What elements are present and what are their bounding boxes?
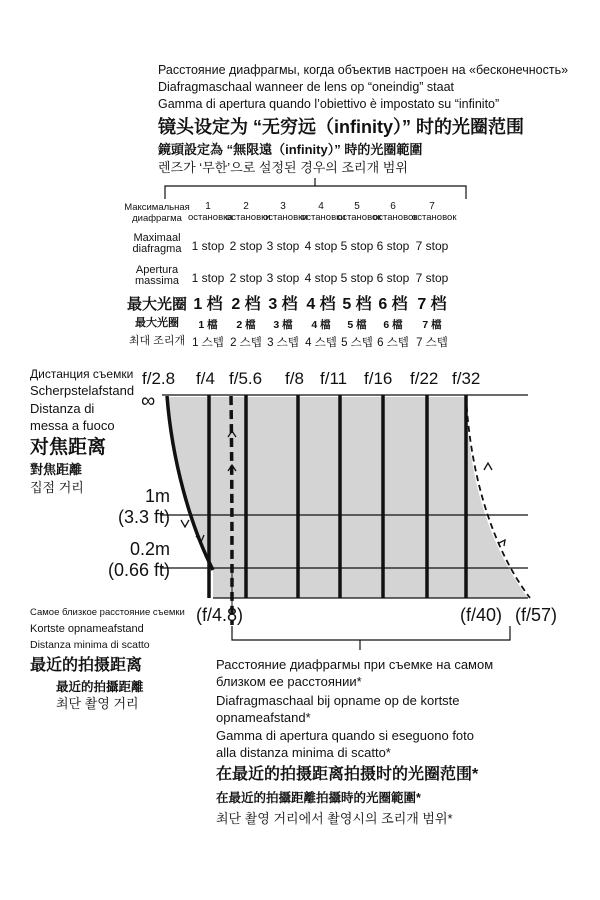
- closest-label-zh-t: 最近的拍攝距離: [56, 680, 144, 694]
- closest-label-it: Distanza minima di scatto: [30, 639, 150, 651]
- stop-1-it: 1 stop: [191, 271, 225, 285]
- infinity-mark: ∞: [141, 390, 156, 412]
- bottom-caption-it-1: Gamma di apertura quando si eseguono foto: [216, 728, 475, 743]
- row-label-ko: 최대 조리개: [128, 335, 186, 347]
- stop-6-zh-t: 6 檔: [383, 319, 403, 331]
- stop-5-zh-s: 5 档: [342, 296, 372, 313]
- stop-2-ru: остановки: [226, 212, 271, 223]
- focus-label-it-2: messa a fuoco: [30, 418, 115, 433]
- stop-1-zh-t: 1 檔: [198, 319, 218, 331]
- stop-4-ko: 4 스텝: [305, 337, 337, 349]
- stop-7-zh-s: 7 档: [417, 296, 447, 313]
- min-aperture-f57: (f/57): [515, 605, 558, 625]
- stop-1-zh-s: 1 档: [193, 296, 223, 313]
- stop-4-num: 4: [318, 201, 324, 212]
- stop-3-zh-t: 3 檔: [273, 319, 293, 331]
- aperture-label-f2-8: f/2.8: [142, 369, 176, 388]
- stop-3-ru: остановки: [263, 212, 308, 223]
- min-aperture-f40: (f/40): [460, 605, 503, 625]
- bottom-caption-zh-s: 在最近的拍摄距离拍摄时的光圈范围*: [216, 766, 479, 783]
- stop-6-zh-s: 6 档: [378, 296, 408, 313]
- stop-5-it: 5 stop: [340, 271, 374, 285]
- stop-5-zh-t: 5 檔: [347, 319, 367, 331]
- stop-5-ko: 5 스텝: [341, 337, 373, 349]
- stop-4-ru: остановки: [301, 212, 346, 223]
- closest-label-zh-s: 最近的拍摄距离: [30, 657, 143, 674]
- row-label-nl: Maximaal diafragma: [132, 232, 182, 255]
- bottom-caption-ko: 최단 촬영 거리에서 촬영시의 조리개 범위*: [216, 811, 453, 826]
- stop-6-it: 6 stop: [376, 271, 410, 285]
- focus-label-zh-s: 对焦距离: [30, 437, 107, 458]
- closest-label-ko: 최단 촬영 거리: [56, 696, 139, 711]
- bottom-caption-ru-2: близком ее расстоянии*: [216, 674, 362, 689]
- bottom-caption-nl-1: Diafragmaschaal bij opname op de kortste: [216, 693, 460, 708]
- stop-5-num: 5: [354, 201, 360, 212]
- aperture-label-f5-6: f/5.6: [229, 369, 263, 388]
- stop-2-zh-s: 2 档: [231, 296, 261, 313]
- aperture-label-f16: f/16: [364, 369, 393, 388]
- stop-7-ko: 7 스텝: [416, 337, 448, 349]
- bottom-caption-it-2: alla distanza minima di scatto*: [216, 745, 391, 760]
- closest-label-ru: Самое близкое расстояние съемки: [30, 607, 185, 618]
- focus-label-ru: Дистанция съемки: [30, 367, 134, 381]
- stop-7-num: 7: [429, 201, 435, 212]
- row-label-ru: Максимальная диафрагма: [124, 202, 190, 224]
- stop-3-ko: 3 스텝: [267, 337, 299, 349]
- stop-2-num: 2: [243, 201, 249, 212]
- bottom-caption-ru-1: Расстояние диафрагмы при съемке на самом: [216, 657, 494, 672]
- row-label-zh-s: 最大光圈: [126, 296, 187, 313]
- stop-6-nl: 6 stop: [376, 239, 410, 253]
- stop-7-nl: 7 stop: [415, 239, 449, 253]
- stop-1-num: 1: [205, 201, 211, 212]
- stop-1-nl: 1 stop: [191, 239, 225, 253]
- bottom-caption-nl-2: opnameafstand*: [216, 710, 311, 725]
- stop-6-ru: остановок: [373, 212, 418, 223]
- focus-label-zh-t: 對焦距離: [30, 462, 83, 477]
- stop-6-num: 6: [390, 201, 396, 212]
- aperture-label-f11: f/11: [320, 369, 348, 388]
- stop-3-num: 3: [280, 201, 286, 212]
- stop-5-nl: 5 stop: [340, 239, 374, 253]
- top-caption-nl: Diafragmaschaal wanneer de lens op “oneindig” staat: [158, 80, 455, 94]
- distance-0-66ft: (0.66 ft): [107, 560, 170, 580]
- stop-4-zh-t: 4 檔: [311, 319, 331, 331]
- min-aperture-f4-8: (f/4.8): [196, 605, 244, 625]
- top-caption-zh-s: 镜头设定为 “无穷远（infinity）” 时的光圈范围: [158, 117, 524, 137]
- top-caption-zh-t: 鏡頭設定為 “無限遠（infinity）” 時的光圈範圍: [158, 142, 423, 157]
- top-caption-it: Gamma di apertura quando l’obiettivo è impostato su “infinito”: [158, 97, 500, 111]
- distance-3-3ft: (3.3 ft): [117, 507, 170, 527]
- stop-3-it: 3 stop: [266, 271, 300, 285]
- stop-3-nl: 3 stop: [266, 239, 300, 253]
- top-caption-ru: Расстояние диафрагмы, когда объектив настроен на «бесконечность»: [158, 63, 569, 77]
- stop-2-nl: 2 stop: [229, 239, 263, 253]
- stop-2-it: 2 stop: [229, 271, 263, 285]
- stop-4-nl: 4 stop: [304, 239, 338, 253]
- distance-0-2m: 0.2m: [129, 539, 170, 559]
- stop-7-ru: остановок: [412, 212, 457, 223]
- aperture-label-f32: f/32: [452, 369, 481, 388]
- distance-1m: 1m: [144, 486, 170, 506]
- focus-label-nl: Scherpstelafstand: [30, 383, 135, 398]
- stop-1-ko: 1 스텝: [192, 337, 224, 349]
- aperture-label-f22: f/22: [410, 369, 439, 388]
- focus-label-it-1: Distanza di: [30, 401, 95, 416]
- stop-7-it: 7 stop: [415, 271, 449, 285]
- stop-2-zh-t: 2 檔: [236, 319, 256, 331]
- row-label-zh-t: 最大光圈: [135, 317, 179, 329]
- stop-3-zh-s: 3 档: [268, 296, 298, 313]
- stop-4-it: 4 stop: [304, 271, 338, 285]
- top-caption-ko: 렌즈가 ‘무한’으로 설정된 경우의 조리개 범위: [158, 160, 408, 175]
- stop-2-ko: 2 스텝: [230, 337, 262, 349]
- bottom-caption-zh-t: 在最近的拍攝距離拍攝時的光圈範圍*: [216, 791, 421, 805]
- stop-6-ko: 6 스텝: [377, 337, 409, 349]
- aperture-label-f4: f/4: [196, 369, 215, 388]
- stop-5-ru: остановок: [337, 212, 382, 223]
- stop-4-zh-s: 4 档: [306, 296, 336, 313]
- closest-label-nl: Kortste opnameafstand: [30, 623, 144, 635]
- stop-1-ru: остановка: [188, 212, 233, 223]
- row-label-it: Apertura massima: [134, 264, 179, 287]
- aperture-label-f8: f/8: [285, 369, 304, 388]
- stop-7-zh-t: 7 檔: [422, 319, 442, 331]
- focus-label-ko: 집점 거리: [30, 480, 84, 495]
